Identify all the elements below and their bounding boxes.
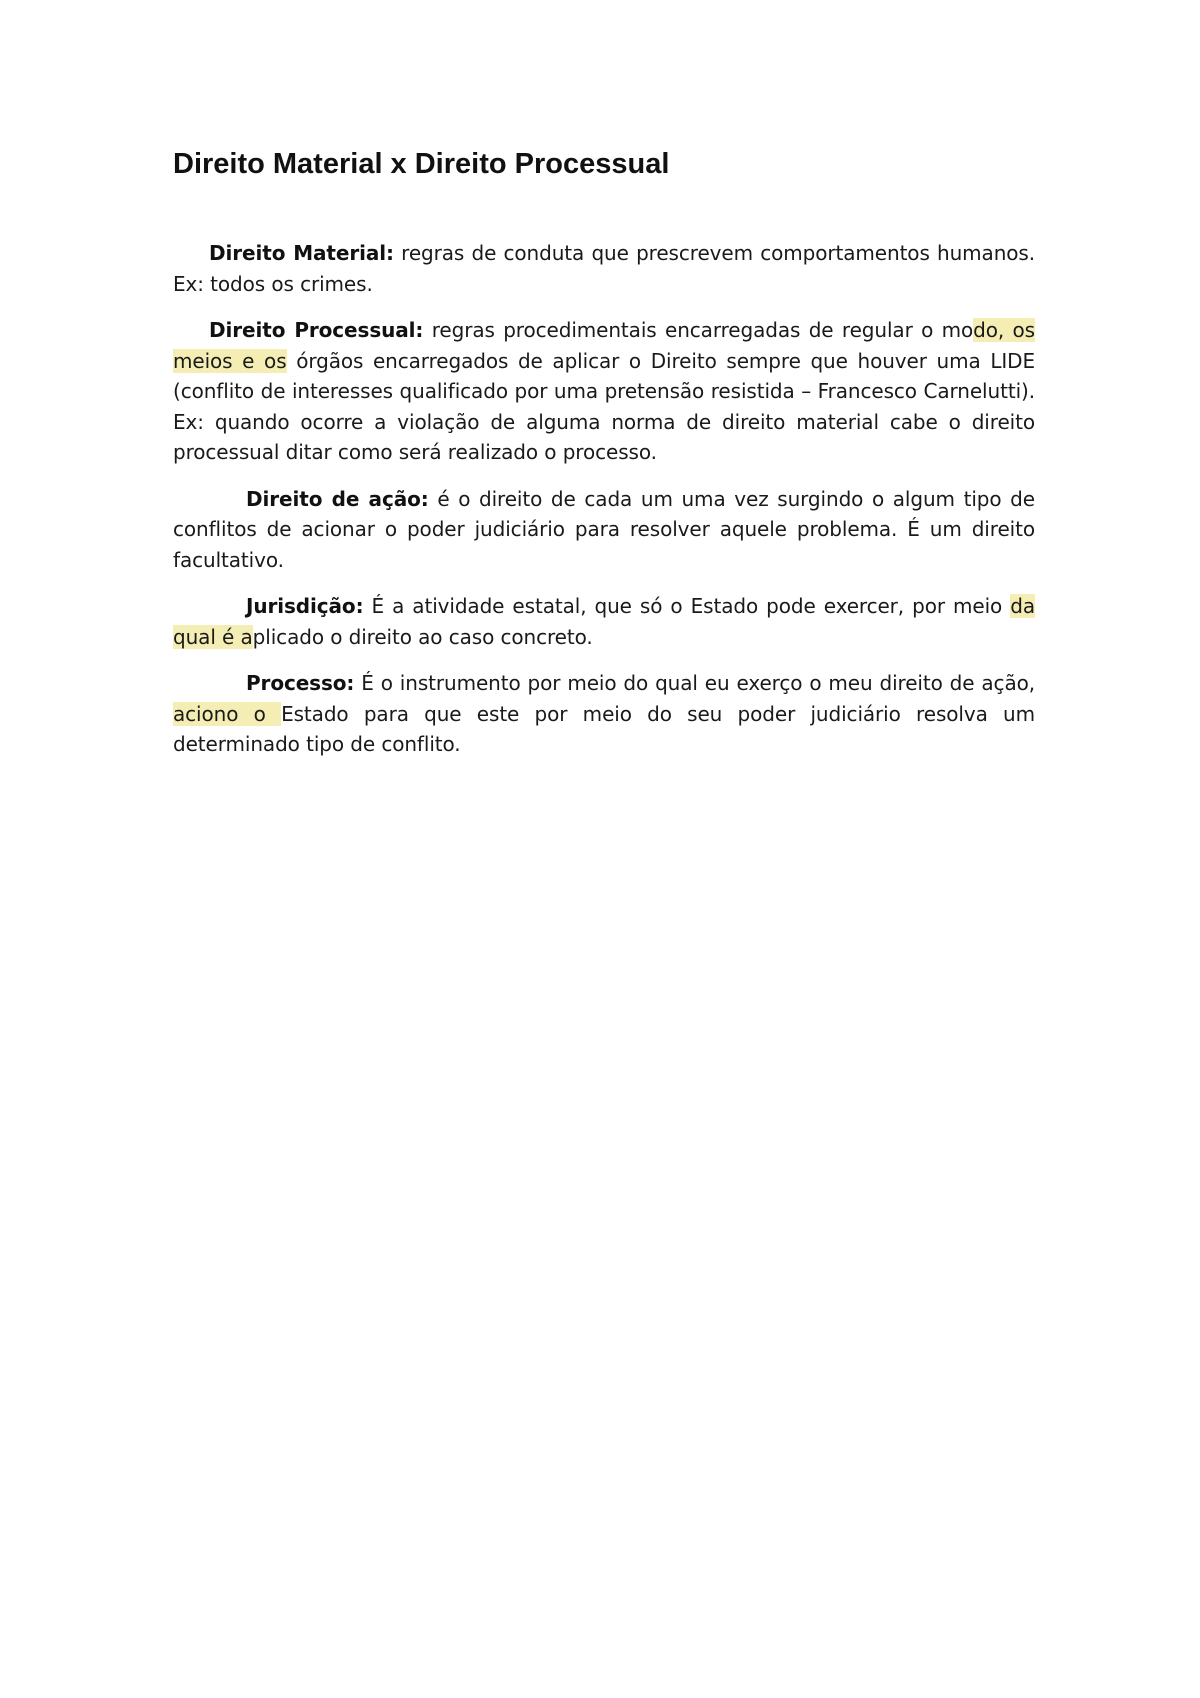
paragraph-text: regras de conduta que prescrevem comportamentos humanos. Ex: todos os crimes. bbox=[173, 241, 1035, 296]
paragraph-text: regras procedimentais encarregadas de regular o mo bbox=[423, 318, 974, 342]
paragraph-direito-processual bbox=[173, 315, 1035, 468]
paragraph-text: é o direito de cada um uma vez surgindo o algum tipo de conflitos de acionar o poder judiciário para resolver aquele problema. É um direito facultativo. bbox=[173, 486, 1035, 572]
document-body bbox=[173, 238, 1035, 760]
term-label: Direito Material: bbox=[209, 241, 394, 265]
paragraph-text: plicado o direito ao caso concreto. bbox=[252, 624, 593, 649]
term-label: Direito de ação: bbox=[246, 486, 429, 511]
highlighted-text: do, os meios e os bbox=[173, 318, 1035, 373]
paragraph-text: Estado para que este por meio do seu poder judiciário resolva um determinado tipo de conflito. bbox=[173, 701, 1035, 756]
paragraph-text: É o instrumento por meio do qual eu exerço o meu direito de ação, bbox=[354, 671, 1035, 695]
term-label: Jurisdição: bbox=[246, 594, 364, 618]
highlighted-text: aciono o bbox=[173, 701, 282, 726]
paragraph-jurisdicao bbox=[173, 591, 1035, 652]
paragraph-processo bbox=[173, 668, 1035, 760]
paragraph-direito-material bbox=[173, 238, 1035, 299]
document-title: Direito Material x Direito Processual bbox=[173, 148, 670, 180]
paragraph-text: É a atividade estatal, que só o Estado pode exercer, por meio bbox=[363, 594, 1011, 618]
paragraph-direito-de-acao bbox=[173, 484, 1035, 576]
term-label: Direito Processual: bbox=[209, 318, 424, 342]
paragraph-text: órgãos encarregados de aplicar o Direito sempre que houver uma LIDE (conflito de interesses qualificado por uma pretensão resistida – Francesco Carnelutti). Ex: quando ocorre a violação de alguma norma de direito material cabe o direito processual ditar como será realizado o processo. bbox=[173, 348, 1035, 464]
highlighted-text: da qual é a bbox=[173, 594, 1035, 649]
term-label: Processo: bbox=[246, 671, 355, 695]
document-page bbox=[173, 140, 1035, 776]
